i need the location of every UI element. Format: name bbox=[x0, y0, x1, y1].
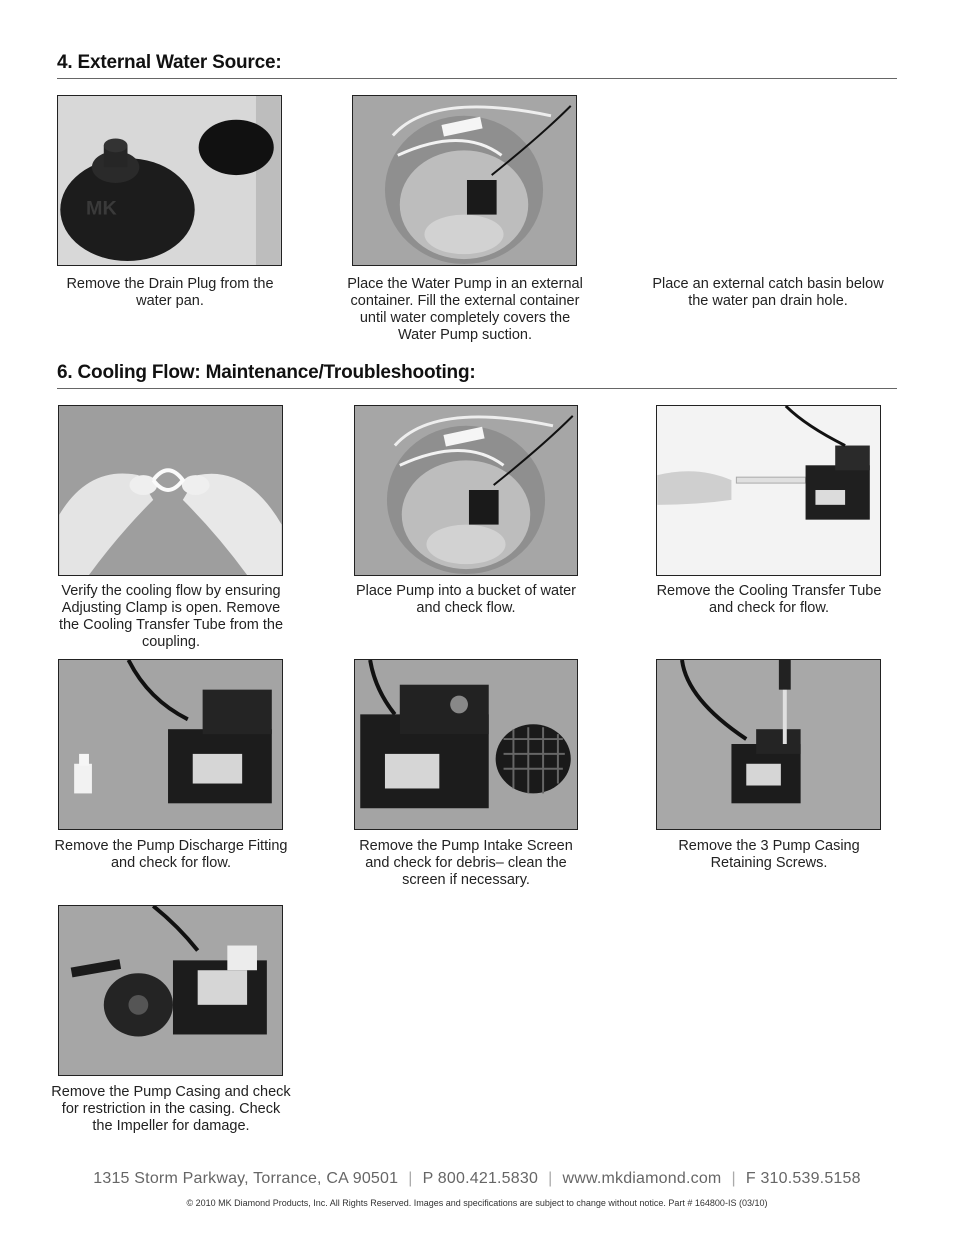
footer-website[interactable]: www.mkdiamond.com bbox=[562, 1170, 722, 1187]
caption-verify-flow: Verify the cooling flow by ensuring Adjusting Clamp is open. Remove the Cooling Transfer Tube from the coupling. bbox=[58, 583, 284, 650]
mk-logo-text: MK bbox=[85, 197, 117, 220]
casing-screws-photo bbox=[656, 659, 881, 830]
footer-fax: F 310.539.5158 bbox=[745, 1170, 861, 1187]
caption-casing-screws: Remove the 3 Pump Casing Retaining Screws. bbox=[678, 838, 860, 871]
section-divider bbox=[57, 78, 897, 79]
caption-pump-bucket: Place Pump into a bucket of water and check flow. bbox=[355, 583, 577, 616]
section-title-external-water: 4. External Water Source: bbox=[57, 52, 282, 73]
caption-discharge-fitting: Remove the Pump Discharge Fitting and check for flow. bbox=[54, 838, 288, 871]
caption-catch-basin: Place an external catch basin below the water pan drain hole. bbox=[652, 276, 884, 309]
separator: | bbox=[731, 1170, 736, 1187]
footer-phone: P 800.421.5830 bbox=[422, 1170, 539, 1187]
caption-pump-casing: Remove the Pump Casing and check for restriction in the casing. Check the Impeller for damage. bbox=[51, 1084, 291, 1134]
drain-plug-photo bbox=[57, 95, 282, 266]
footer-address: 1315 Storm Parkway, Torrance, CA 90501 bbox=[93, 1170, 399, 1187]
caption-intake-screen: Remove the Pump Intake Screen and check for debris– clean the screen if necessary. bbox=[359, 838, 573, 888]
transfer-tube-photo bbox=[656, 405, 881, 576]
caption-drain-plug: Remove the Drain Plug from the water pan. bbox=[66, 276, 274, 309]
discharge-fitting-photo bbox=[58, 659, 283, 830]
separator: | bbox=[408, 1170, 413, 1187]
pump-casing-photo bbox=[58, 905, 283, 1076]
caption-place-pump-container: Place the Water Pump in an external container. Fill the external container until water completely covers the Water Pump suction. bbox=[347, 276, 583, 343]
caption-remove-transfer-tube: Remove the Cooling Transfer Tube and check for flow. bbox=[656, 583, 882, 616]
copyright-notice: © 2010 MK Diamond Products, Inc. All Rights Reserved. Images and specifications are subject to change without notice. Part # 164800-IS (03/10) bbox=[186, 1198, 768, 1208]
section-title-cooling-flow: 6. Cooling Flow: Maintenance/Troubleshooting: bbox=[57, 362, 476, 383]
verify-flow-photo bbox=[58, 405, 283, 576]
pump-container-photo bbox=[352, 95, 577, 266]
pump-bucket-photo bbox=[354, 405, 578, 576]
footer-contact bbox=[0, 1170, 954, 1188]
section-divider bbox=[57, 388, 897, 389]
separator: | bbox=[548, 1170, 553, 1187]
intake-screen-photo bbox=[354, 659, 578, 830]
